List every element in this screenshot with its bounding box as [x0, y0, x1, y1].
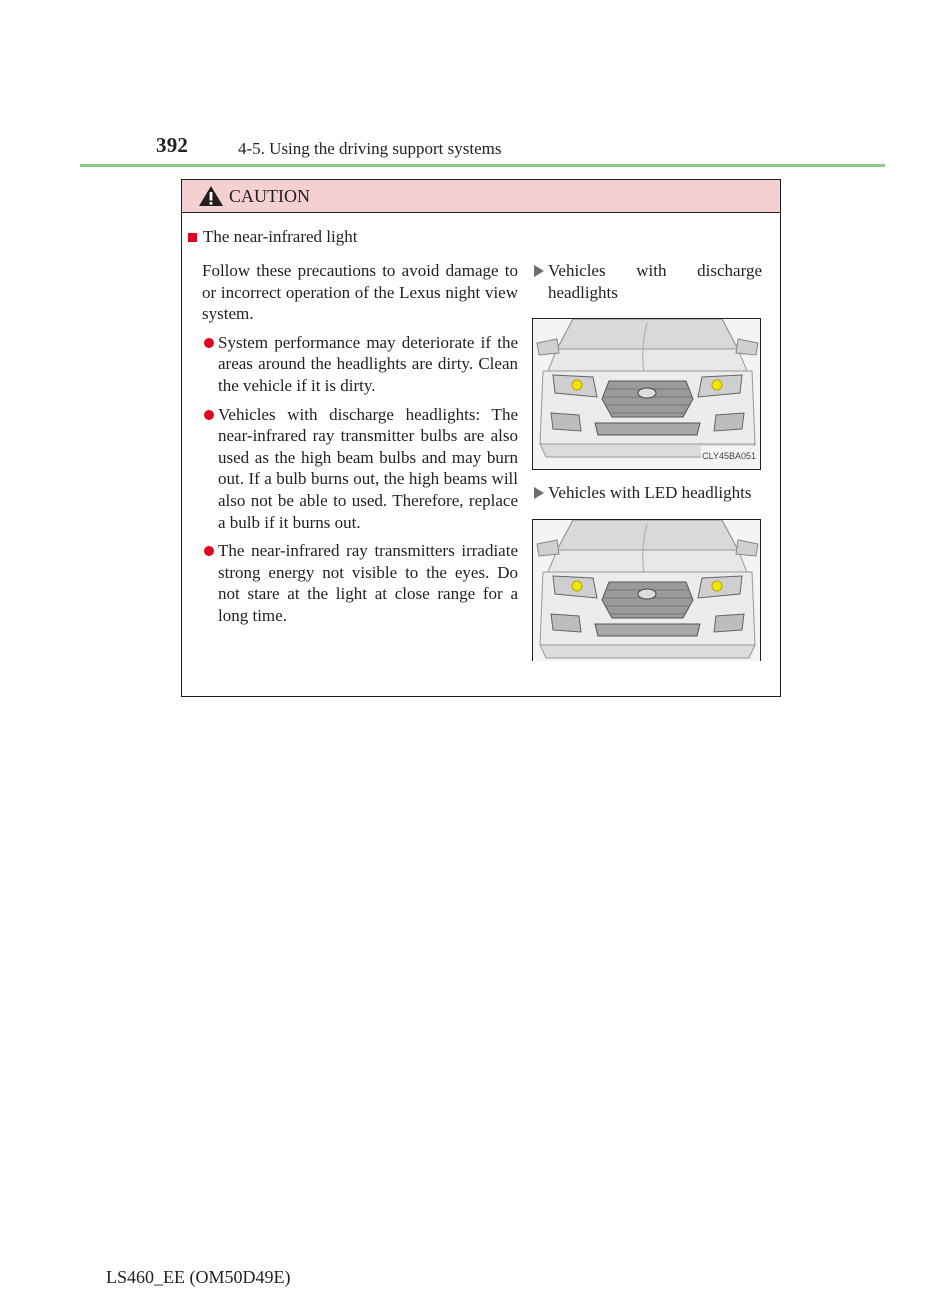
caution-box	[181, 179, 781, 697]
left-column	[202, 260, 518, 634]
right-column	[532, 260, 762, 661]
figure-code: CLY45BA051	[701, 446, 757, 468]
red-dot-icon	[204, 410, 214, 420]
bullet-text: System performance may deteriorate if the areas around the headlights are dirty. Clean the vehicle if it is dirty.	[218, 332, 518, 395]
bullet-text: Vehicles with discharge headlights: The near-infrared ray transmitter bulbs are also used as the high beam bulbs and may burn out. If a bulb burns out, the high beams will also not be able to used. Therefore, replace a bulb if it burns out.	[218, 404, 518, 532]
car-front-illustration-discharge	[532, 318, 761, 470]
caution-label: CAUTION	[229, 185, 310, 206]
footer-model: LS460_EE (OM50D49E)	[106, 1267, 291, 1287]
car-front-illustration-led	[532, 519, 761, 661]
page-number: 392	[156, 133, 189, 157]
red-dot-icon	[204, 546, 214, 556]
variant-label: Vehicles with discharge headlights	[548, 261, 762, 302]
variant-label: Vehicles with LED headlights	[548, 483, 752, 503]
variant-discharge	[532, 260, 762, 303]
red-dot-icon	[204, 338, 214, 348]
bullet-item	[202, 332, 518, 397]
variant-led	[532, 482, 762, 504]
car-front-drawing	[533, 520, 761, 661]
topic-heading	[188, 227, 357, 247]
caution-header	[182, 180, 780, 213]
red-square-icon	[188, 233, 197, 242]
topic-text: The near-infrared light	[203, 227, 358, 246]
bullet-item	[202, 540, 518, 626]
intro-text: Follow these precautions to avoid damage to or incorrect operation of the Lexus night view system.	[202, 261, 518, 324]
triangle-pointer-icon	[534, 265, 544, 277]
header-rule	[80, 164, 885, 167]
triangle-pointer-icon	[534, 487, 544, 499]
bullet-text: The near-infrared ray transmitters irradiate strong energy not visible to the eyes. Do not stare at the light at close range for a long time.	[218, 541, 518, 625]
section-title: 4-5. Using the driving support systems	[238, 139, 502, 158]
bullet-item	[202, 404, 518, 534]
warning-triangle-icon	[198, 185, 224, 207]
